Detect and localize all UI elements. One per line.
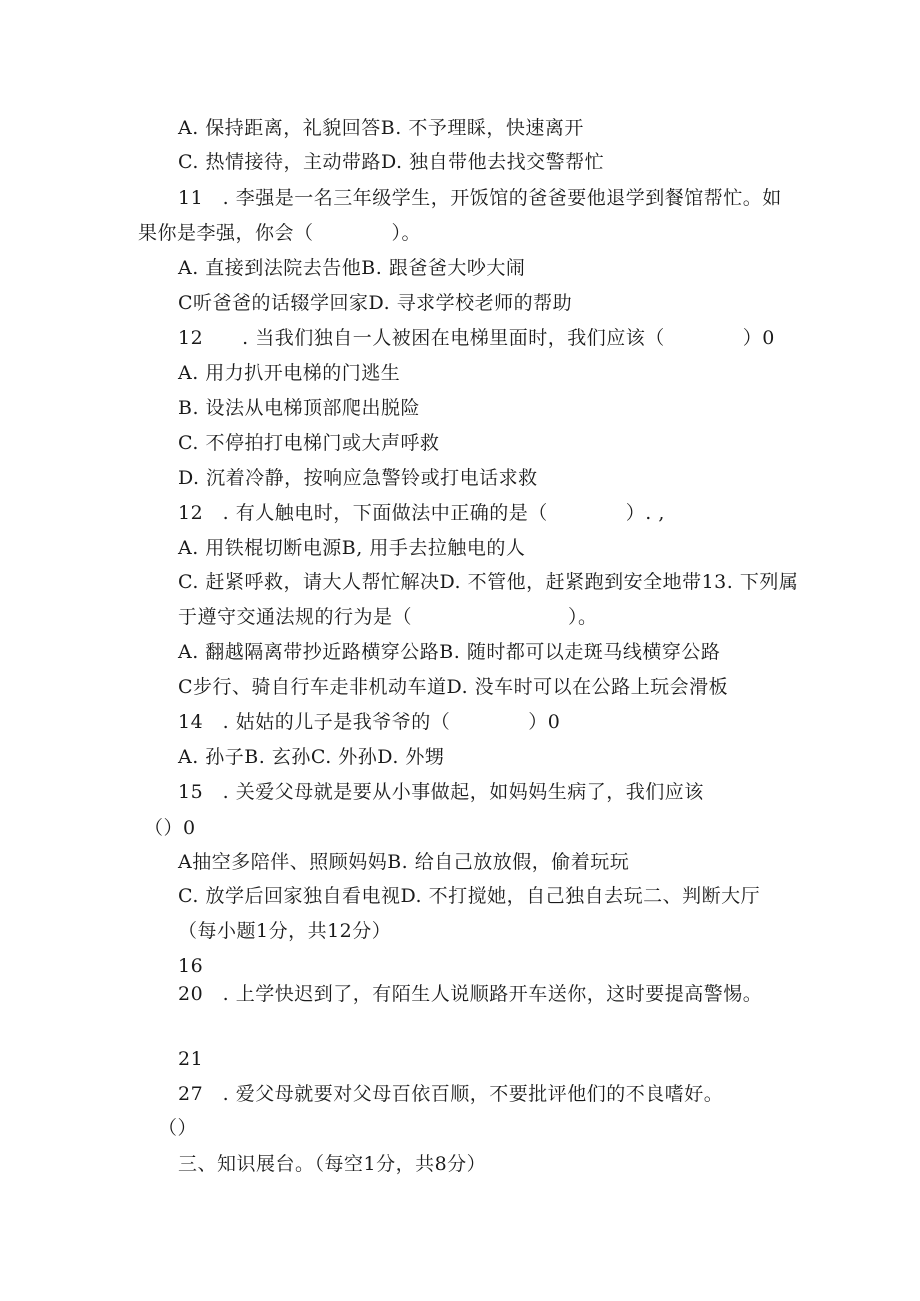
q12a-stem: 12 . 当我们独自一人被困在电梯里面时，我们应该（ ）0 xyxy=(178,327,775,349)
q11-option-ab: A. 直接到法院去告他B. 跟爸爸大吵大闹 xyxy=(178,257,526,279)
section2-note: （每小题1分，共12分） xyxy=(178,920,392,942)
section3-heading: 三、知识展台。（每空1分，共8分） xyxy=(178,1153,487,1175)
q15-option-cd: C. 放学后回家独自看电视D. 不打搅她，自己独自去玩二、判断大厅 xyxy=(178,885,761,907)
q11-stem-cont: 果你是李强，你会（ ）。 xyxy=(138,222,422,244)
q10-option-ab: A. 保持距离，礼貌回答B. 不予理睬，快速离开 xyxy=(178,117,584,139)
q12a-option-b: B. 设法从电梯顶部爬出脱险 xyxy=(178,397,421,419)
q11-option-cd: C听爸爸的话辍学回家D. 寻求学校老师的帮助 xyxy=(178,292,573,314)
q13-option-cd: C步行、骑自行车走非机动车道D. 没车时可以在公路上玩会滑板 xyxy=(178,676,729,698)
q13-option-ab: A. 翻越隔离带抄近路横穿公路B. 随时都可以走斑马线横穿公路 xyxy=(178,641,721,663)
q12a-option-c: C. 不停拍打电梯门或大声呼救 xyxy=(178,432,440,454)
q12b-option-ab: A. 用铁棍切断电源B, 用手去拉触电的人 xyxy=(178,537,526,559)
q12a-option-d: D. 沉着冷静，按响应急警铃或打电话求救 xyxy=(178,467,538,489)
q27-statement: 27 . 爱父母就要对父母百依百顺，不要批评他们的不良嗜好。 xyxy=(178,1083,724,1105)
q14-options: A. 孙子B. 玄孙C. 外孙D. 外甥 xyxy=(178,746,445,768)
q11-stem: 11 . 李强是一名三年级学生，开饭馆的爸爸要他退学到餐馆帮忙。如 xyxy=(178,187,782,209)
q15-stem: 15 . 关爱父母就是要从小事做起，如妈妈生病了，我们应该 xyxy=(178,781,704,803)
q13-stem-cont: 于遵守交通法规的行为是（ ）。 xyxy=(178,606,598,628)
q10-option-cd: C. 热情接待，主动带路D. 独自带他去找交警帮忙 xyxy=(178,151,605,173)
q15-stem-cont: （）0 xyxy=(144,817,196,839)
q14-stem: 14 . 姑姑的儿子是我爷爷的（ ）0 xyxy=(178,711,561,733)
q16-number: 16 xyxy=(178,955,204,977)
q12b-option-cd: C. 赶紧呼救，请大人帮忙解决D. 不管他，赶紧跑到安全地带13. 下列属 xyxy=(178,571,799,593)
q21-number: 21 xyxy=(178,1048,204,1070)
q27-answer-blank: （） xyxy=(158,1117,198,1139)
q20-statement: 20 . 上学快迟到了，有陌生人说顺路开车送你，这时要提高警惕。 xyxy=(178,983,763,1005)
q15-option-ab: A抽空多陪伴、照顾妈妈B. 给自己放放假，偷着玩玩 xyxy=(178,851,630,873)
q12a-option-a: A. 用力扒开电梯的门逃生 xyxy=(178,362,401,384)
q12b-stem: 12 . 有人触电时，下面做法中正确的是（ ）. , xyxy=(178,502,665,524)
